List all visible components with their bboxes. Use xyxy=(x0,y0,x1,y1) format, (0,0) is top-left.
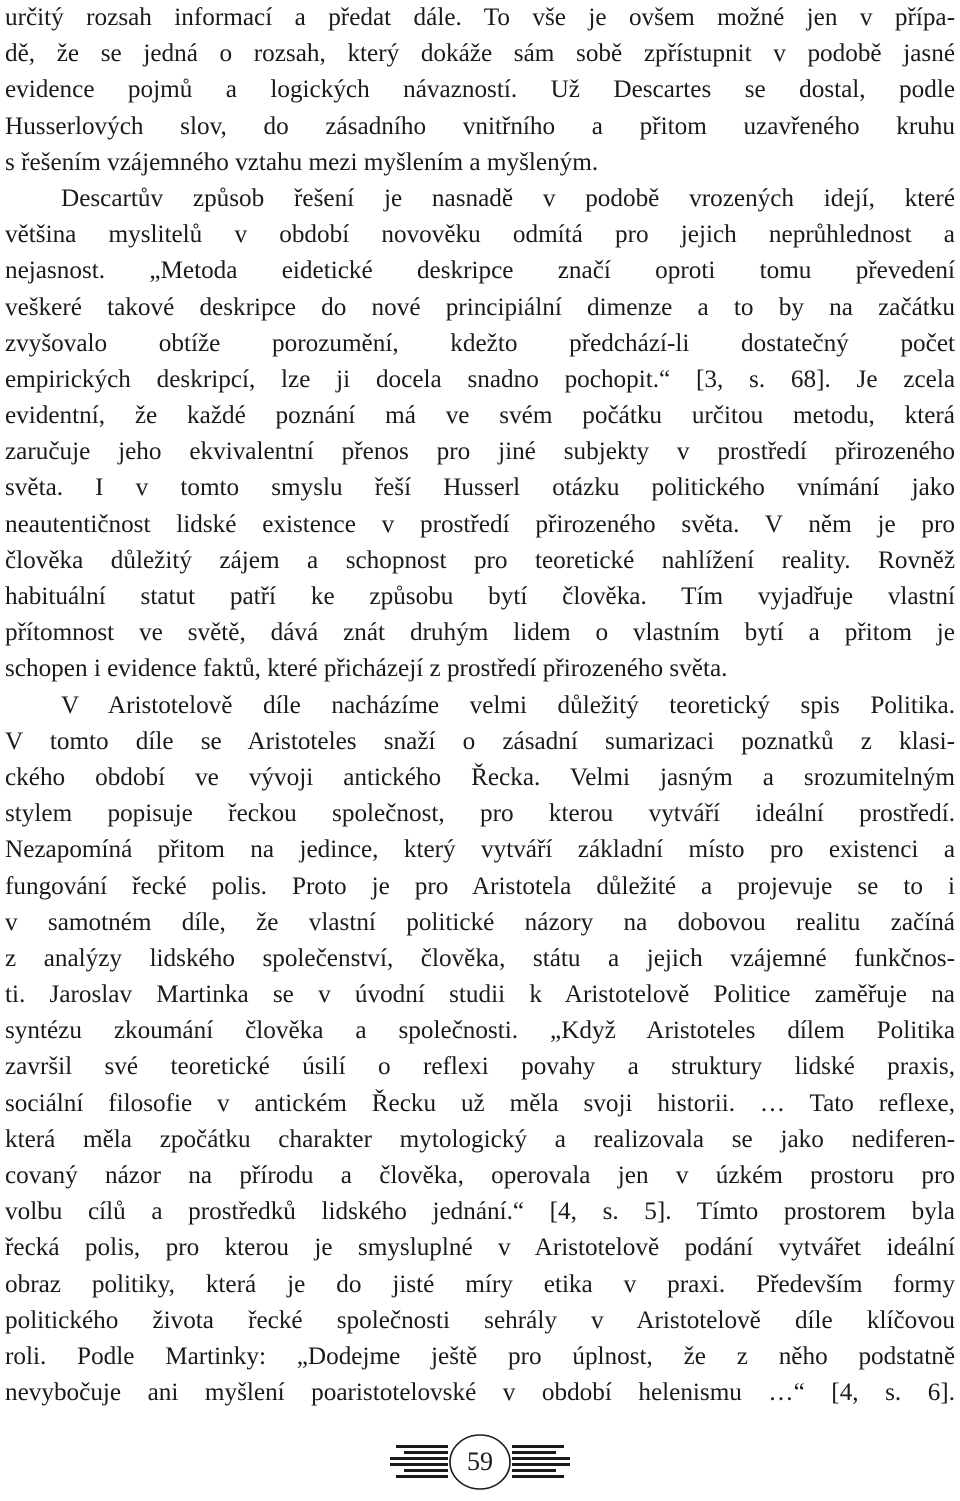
text-line: člověka důležitý zájem a schopnost pro teoretické nahlížení reality. Rovněž xyxy=(5,546,955,574)
text-line: sociální filosofie v antickém Řecku už měla svoji historii. … Tato reflexe, xyxy=(5,1089,955,1117)
text-line: nevybočuje ani myšlení poaristotelovské v období helenismu …“ [4, s. 6]. xyxy=(5,1379,955,1407)
text-line: obraz politiky, která je do jisté míry etika v praxi. Především formy xyxy=(5,1270,955,1298)
text-line: Descartův způsob řešení je nasnadě v podobě vrozených idejí, které xyxy=(61,184,955,212)
text-line: evidentní, že každé poznání má ve svém počátku určitou metodu, která xyxy=(5,402,955,430)
text-line: evidence pojmů a logických návazností. Už Descartes se dostal, podle xyxy=(5,76,955,104)
text-line: habituální statut patří ke způsobu bytí člověka. Tím vyjadřuje vlastní xyxy=(5,583,955,610)
text-line: s řešením vzájemného vztahu mezi myšlením a myšleným. xyxy=(5,148,599,176)
text-line: Nezapomíná přitom na jedince, který vytváří základní místo pro existenci a xyxy=(5,836,955,864)
text-line: z analýzy lidského společenství, člověka, státu a jejich vzájemné funkčnos- xyxy=(5,944,955,972)
text-line: roli. Podle Martinky: „Dodejme ještě pro úplnost, že z něho podstatně xyxy=(5,1342,955,1370)
text-line: zvyšovalo obtíže porozumění, kdežto předchází-li dostatečný počet xyxy=(5,329,955,357)
text-line: syntézu zkoumání člověka a společnosti. „Když Aristoteles dílem Politika xyxy=(5,1017,955,1045)
text-line: nejasnost. „Metoda eidetické deskripce značí oproti tomu převedení xyxy=(5,257,955,285)
text-line: završil své teoretické úsilí o reflexi povahy a struktury lidské praxis, xyxy=(5,1053,955,1081)
paragraph-1 xyxy=(5,0,955,181)
document-body xyxy=(5,0,955,1411)
text-line: volbu cílů a prostředků lidského jednání.“ [4, s. 5]. Tímto prostorem byla xyxy=(5,1198,955,1226)
text-line: politického života řecké společnosti sehrály v Aristotelově díle klíčovou xyxy=(5,1306,955,1334)
text-line: neautentičnost lidské existence v prostředí přirozeného světa. V něm je pro xyxy=(5,510,955,538)
paragraph-3 xyxy=(5,688,955,1412)
text-line: dě, že se jedná o rozsah, který dokáže sám sobě zpřístupnit v podobě jasné xyxy=(5,40,955,68)
text-line: ti. Jaroslav Martinka se v úvodní studii k Aristotelově Politice zaměřuje na xyxy=(5,981,955,1009)
page-number: 59 xyxy=(467,1447,493,1476)
text-line: v samotném díle, že vlastní politické názory na dobovou realitu začíná xyxy=(5,908,955,936)
text-line: empirických deskripcí, lze ji docela snadno pochopit.“ [3, s. 68]. Je zcela xyxy=(5,365,955,393)
text-line: schopen i evidence faktů, které přicházejí z prostředí přirozeného světa. xyxy=(5,655,728,683)
text-line: stylem popisuje řeckou společnost, pro kterou vytváří ideální prostředí. xyxy=(5,800,955,828)
text-line: V Aristotelově díle nacházíme velmi důležitý teoretický spis Politika. xyxy=(61,691,955,719)
text-line: řecká polis, pro kterou je smysluplné v Aristotelově podání vytvářet ideální xyxy=(5,1234,955,1262)
text-line: která měla zpočátku charakter mytologický a realizovala se jako nediferen- xyxy=(5,1125,955,1153)
text-line: většina myslitelů v období novověku odmítá pro jejich neprůhlednost a xyxy=(5,221,955,249)
text-line: určitý rozsah informací a předat dále. To vše je ovšem možné jen v přípa- xyxy=(5,4,955,31)
text-line: ckého období ve vývoji antického Řecka. Velmi jasným a srozumitelným xyxy=(5,763,955,791)
text-line: Husserlových slov, do zásadního vnitřního a přitom uzavřeného kruhu xyxy=(5,112,955,140)
text-line: zaručuje jeho ekvivalentní přenos pro jiné subjekty v prostředí přirozeného xyxy=(5,438,955,466)
text-line: covaný názor na přírodu a člověka, operovala jen v úzkém prostoru pro xyxy=(5,1162,955,1189)
paragraph-2 xyxy=(5,181,955,688)
text-line: přítomnost ve světě, dává znát druhým lidem o vlastním bytí a přitom je xyxy=(5,619,955,647)
page-footer xyxy=(390,1433,570,1491)
text-line: V tomto díle se Aristoteles snaží o zásadní sumarizaci poznatků z klasi- xyxy=(5,727,955,755)
text-line: fungování řecké polis. Proto je pro Aristotela důležité a projevuje se to i xyxy=(5,872,955,900)
text-line: veškeré takové deskripce do nové principiální dimenze a to by na začátku xyxy=(5,293,955,321)
text-line: světa. I v tomto smyslu řeší Husserl otázku politického vnímání jako xyxy=(5,474,955,502)
